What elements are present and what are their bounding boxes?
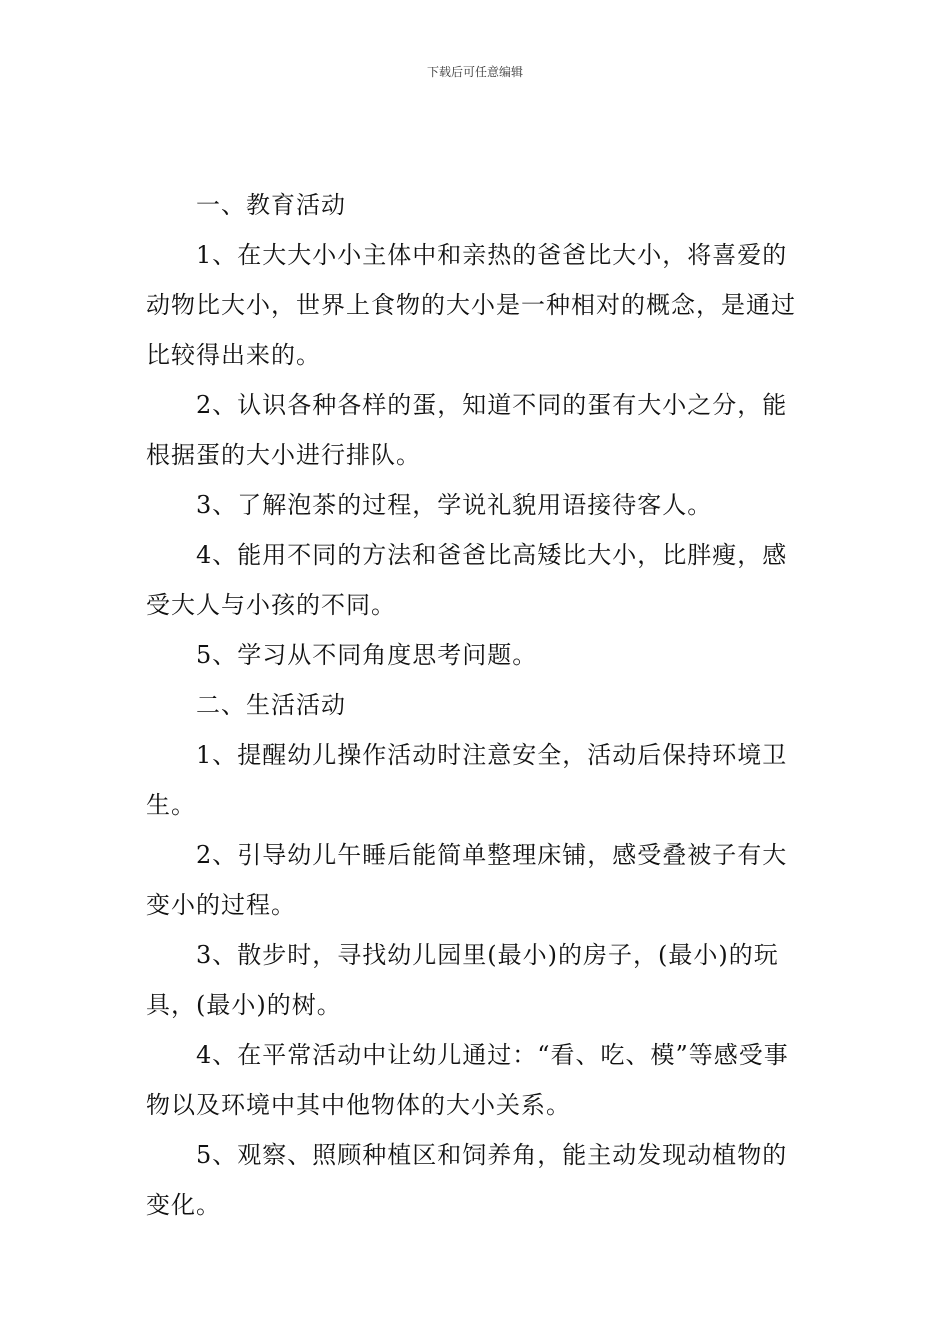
list-item: 3、了解泡茶的过程，学说礼貌用语接待客人。: [196, 491, 713, 519]
list-item: 5、学习从不同角度思考问题。: [196, 641, 538, 669]
list-item: 2、认识各种各样的蛋，知道不同的蛋有大小之分，能根据蛋的大小进行排队。: [146, 391, 788, 469]
list-item: 2、引导幼儿午睡后能简单整理床铺，感受叠被子有大变小的过程。: [146, 841, 788, 919]
list-item: 1、提醒幼儿操作活动时注意安全，活动后保持环境卫生。: [146, 741, 788, 819]
list-item: 4、在平常活动中让幼儿通过：“看、吃、模”等感受事物以及环境中其中他物体的大小关系。: [146, 1041, 789, 1119]
list-item: 5、观察、照顾种植区和饲养角，能主动发现动植物的变化。: [146, 1141, 788, 1219]
page-header: 下载后可任意编辑: [426, 65, 523, 79]
section-heading-education: 一、教育活动: [196, 191, 346, 219]
list-item: 1、在大大小小主体中和亲热的爸爸比大小，将喜爱的动物比大小，世界上食物的大小是一种相对的概念，是通过比较得出来的。: [146, 241, 796, 369]
section-heading-daily-life: 二、生活活动: [196, 691, 346, 719]
document-body: [146, 180, 810, 1230]
list-item: 4、能用不同的方法和爸爸比高矮比大小，比胖瘦，感受大人与小孩的不同。: [146, 541, 788, 619]
list-item: 3、散步时，寻找幼儿园里(最小)的房子，(最小)的玩具，(最小)的树。: [146, 941, 779, 1019]
